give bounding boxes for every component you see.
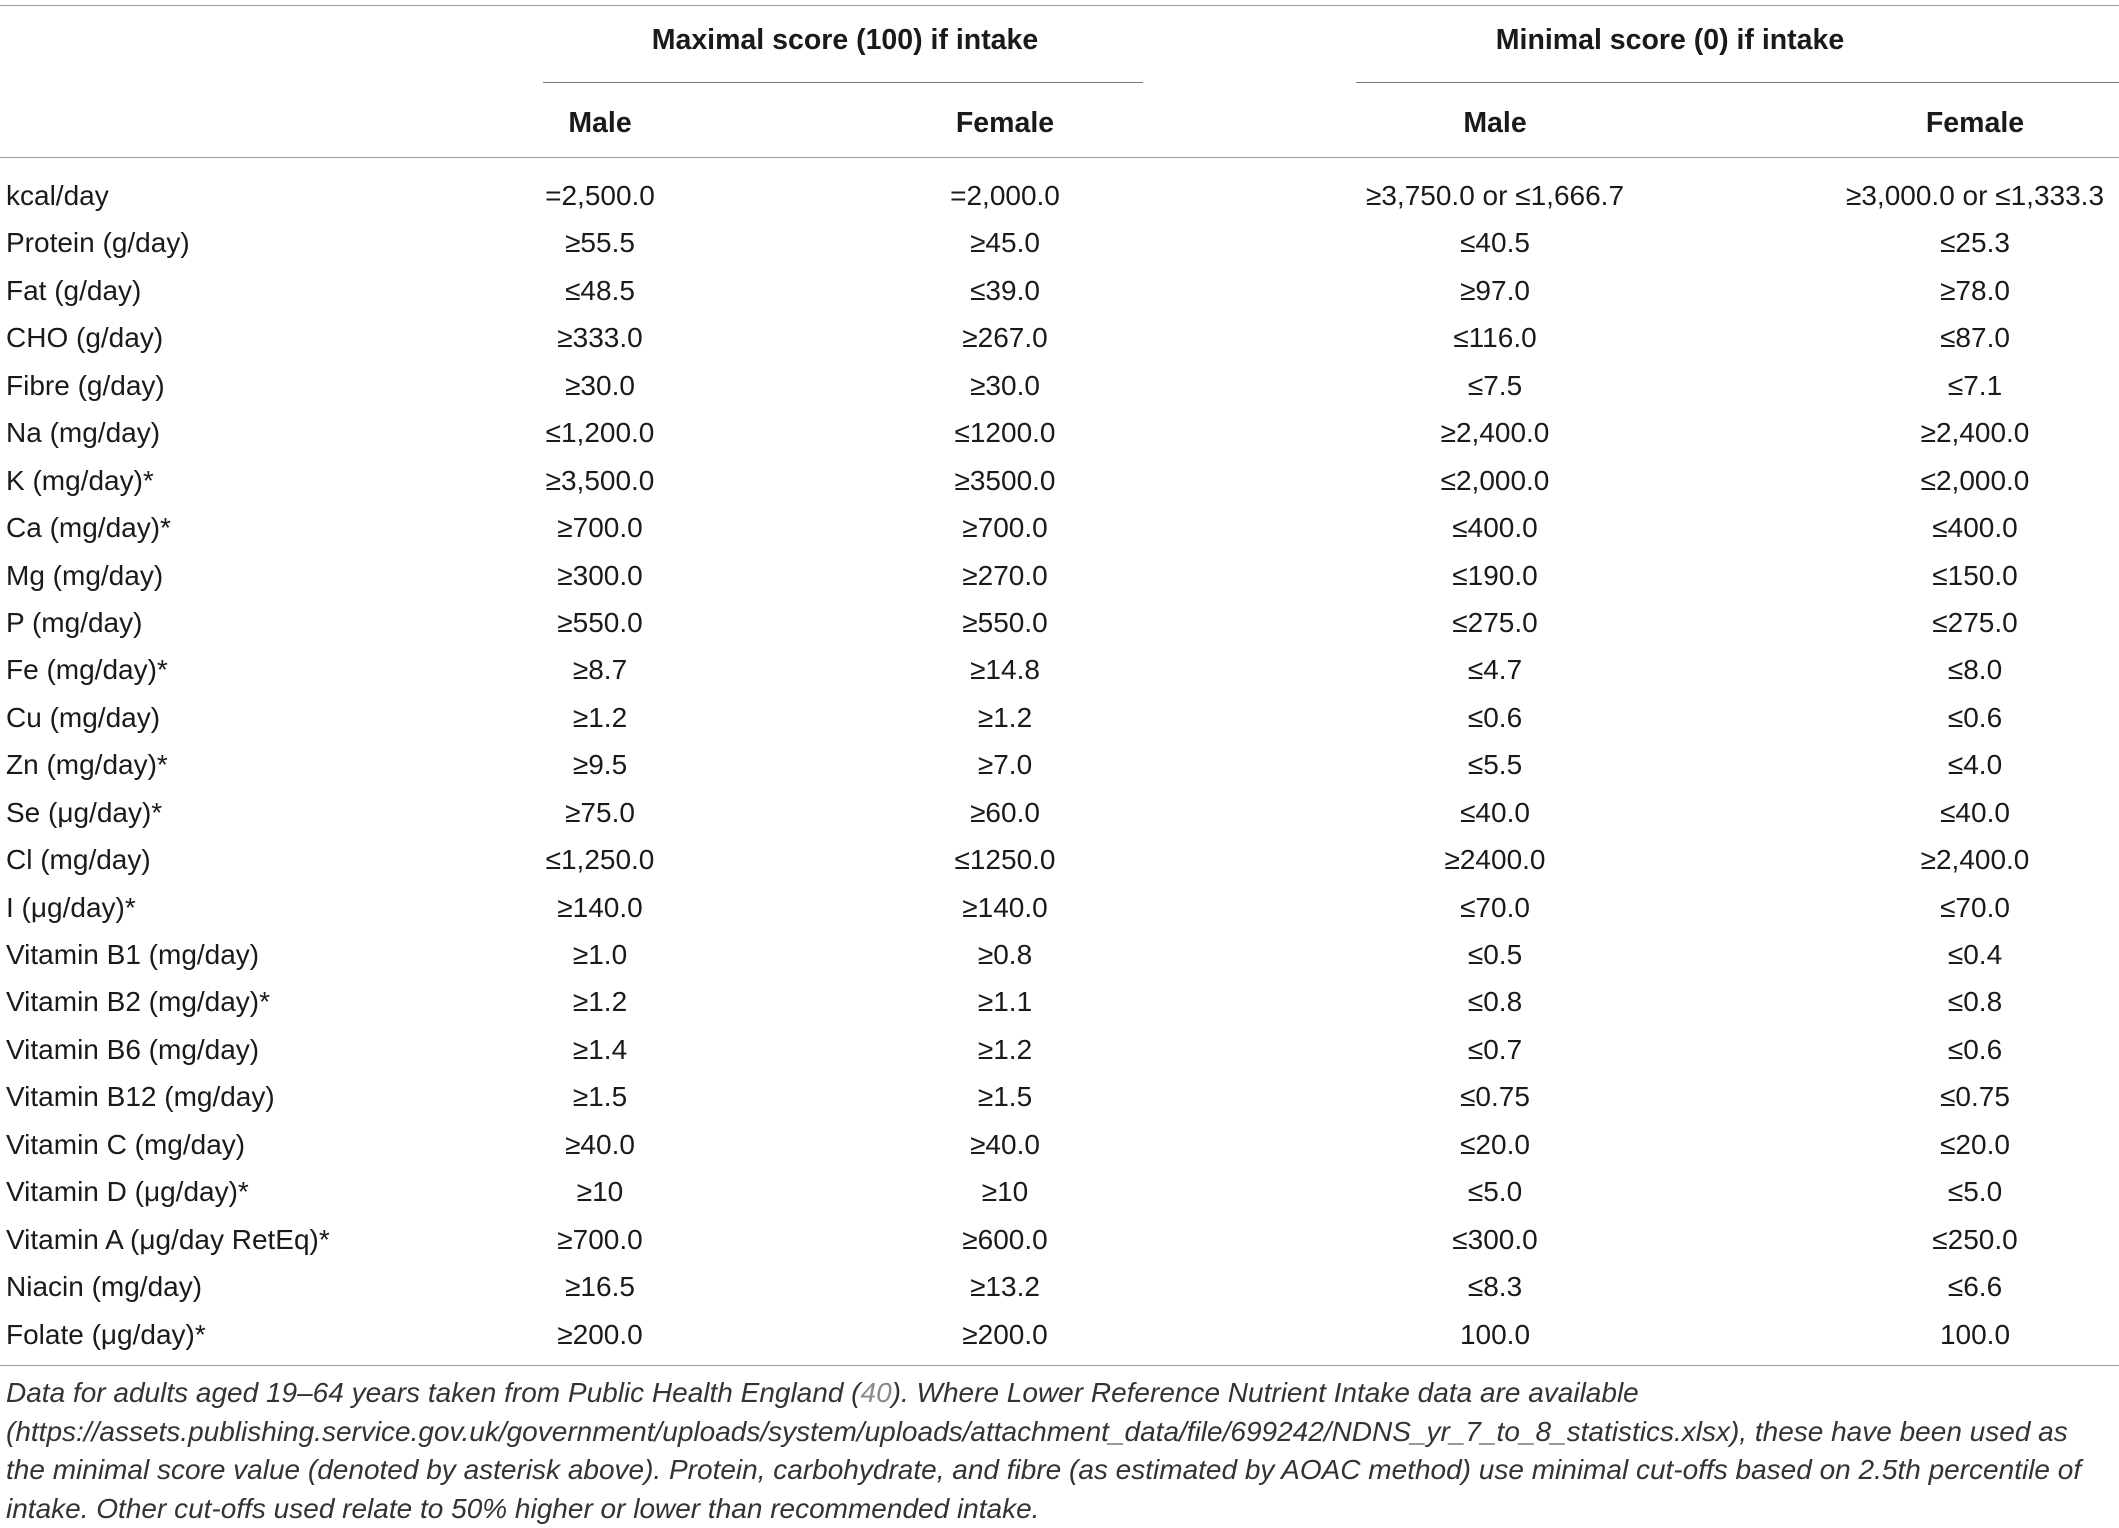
row-label: Protein (g/day): [6, 227, 190, 259]
cell-min-male: ≤0.5: [1467, 939, 1523, 970]
table-row: [0, 1168, 2119, 1215]
cell-min-female: ≤0.6: [1947, 1033, 2003, 1065]
cell-min-female: ≤0.75: [1940, 1081, 2010, 1113]
cell-min-female: ≥3,000.0 or ≤1,333.3: [1845, 180, 2105, 211]
cell-max-female: ≥60.0: [970, 796, 1040, 828]
cell-max-male: ≥550.0: [557, 606, 643, 638]
cell-max-male: ≥10: [576, 1176, 624, 1208]
cell-max-female: ≥270.0: [962, 559, 1048, 591]
cell-max-male: ≥16.5: [565, 1271, 635, 1303]
table-row: [0, 836, 2119, 883]
table-row: [0, 1121, 2119, 1168]
cell-min-female: ≤20.0: [1940, 1128, 2010, 1160]
header-rule: [0, 157, 2119, 158]
cell-min-male: ≤5.0: [1467, 1176, 1523, 1208]
cell-min-male: ≤0.6: [1467, 701, 1523, 733]
cell-max-female: ≥45.0: [970, 227, 1040, 259]
cell-min-female: ≤400.0: [1932, 512, 2018, 544]
cell-max-male: ≥1.4: [572, 1033, 628, 1065]
cell-max-male: ≥1.5: [572, 1081, 628, 1113]
cell-max-female: ≥30.0: [970, 369, 1040, 401]
subheader-min-female: Female: [1925, 107, 2025, 139]
group-header-minimal: Minimal score (0) if intake: [1495, 24, 1845, 56]
table-row: [0, 267, 2119, 314]
cell-min-female: ≤0.4: [1947, 939, 2003, 970]
footnote-reference-link[interactable]: 40: [860, 1377, 892, 1408]
row-label: Zn (mg/day)*: [6, 749, 168, 781]
row-label: Cu (mg/day): [6, 701, 161, 733]
cell-min-female: ≤25.3: [1940, 227, 2010, 259]
row-label: CHO (g/day): [6, 322, 164, 354]
row-label: K (mg/day)*: [6, 464, 154, 496]
table-row: [0, 978, 2119, 1025]
cell-max-female: ≥0.8: [977, 939, 1033, 970]
footnote-text-start: Data for adults aged 19–64 years taken from Public Health England (: [6, 1377, 861, 1408]
cell-max-female: ≥140.0: [962, 891, 1048, 923]
table-row: [0, 172, 2119, 219]
cell-min-female: ≤8.0: [1947, 654, 2003, 686]
cell-max-female: ≥10: [981, 1176, 1029, 1208]
row-label: Vitamin B2 (mg/day)*: [6, 986, 271, 1018]
cell-min-female: ≥2,400.0: [1920, 844, 2030, 876]
cell-min-female: ≤4.0: [1947, 749, 2003, 781]
table-row: [0, 1311, 2119, 1358]
cell-min-female: ≥2,400.0: [1920, 417, 2030, 449]
cell-min-male: ≤40.0: [1460, 796, 1530, 828]
cell-max-male: ≥700.0: [557, 1223, 643, 1255]
row-label: Cl (mg/day): [6, 844, 151, 876]
cell-min-female: ≥78.0: [1940, 274, 2010, 306]
table-row: [0, 504, 2119, 551]
subheader-max-male: Male: [568, 107, 632, 139]
cell-max-male: ≥333.0: [557, 322, 643, 354]
table-row: [0, 789, 2119, 836]
table-row: [0, 1263, 2119, 1310]
table-row: [0, 646, 2119, 693]
cell-max-male: ≤1,250.0: [545, 844, 655, 876]
cell-max-female: ≥7.0: [977, 749, 1033, 781]
table-bottom-rule: [0, 1365, 2119, 1366]
row-label: Fat (g/day): [6, 274, 142, 306]
table-row: [0, 1073, 2119, 1120]
table-row: [0, 362, 2119, 409]
table-row: [0, 884, 2119, 931]
cell-max-male: ≥3,500.0: [545, 464, 655, 496]
cell-min-male: ≥97.0: [1460, 274, 1530, 306]
cell-min-male: ≤0.7: [1467, 1033, 1523, 1065]
cell-min-male: ≤2,000.0: [1440, 464, 1550, 496]
cell-max-male: =2,500.0: [545, 180, 655, 211]
cell-max-female: ≥1.5: [977, 1081, 1033, 1113]
cell-min-male: ≤70.0: [1460, 891, 1530, 923]
cell-max-male: ≥9.5: [572, 749, 628, 781]
cell-max-female: ≤1200.0: [954, 417, 1056, 449]
cell-max-male: ≥8.7: [572, 654, 628, 686]
cell-min-female: 100.0: [1939, 1318, 2011, 1350]
cell-min-female: ≤0.8: [1947, 986, 2003, 1018]
cell-min-female: ≤275.0: [1932, 606, 2018, 638]
cell-max-female: ≥3500.0: [954, 464, 1056, 496]
subheader-min-male: Male: [1463, 107, 1527, 139]
cell-max-female: ≥200.0: [962, 1318, 1048, 1350]
cell-min-male: ≤275.0: [1452, 606, 1538, 638]
cell-max-male: ≥55.5: [565, 227, 635, 259]
cell-min-male: ≤5.5: [1467, 749, 1523, 781]
cell-min-female: ≤2,000.0: [1920, 464, 2030, 496]
cell-max-female: ≥40.0: [970, 1128, 1040, 1160]
cell-min-male: ≤20.0: [1460, 1128, 1530, 1160]
row-label: Fibre (g/day): [6, 369, 165, 401]
cell-min-female: ≤150.0: [1932, 559, 2018, 591]
row-label: Vitamin C (mg/day): [6, 1128, 246, 1160]
cell-max-female: ≥267.0: [962, 322, 1048, 354]
cell-max-female: ≥550.0: [962, 606, 1048, 638]
cell-min-male: ≤0.8: [1467, 986, 1523, 1018]
cell-max-female: ≥1.2: [977, 1033, 1033, 1065]
row-label: Na (mg/day): [6, 417, 161, 449]
row-label: I (μg/day)*: [6, 891, 136, 923]
cell-max-female: ≥14.8: [970, 654, 1040, 686]
cell-max-female: ≥600.0: [962, 1223, 1048, 1255]
cell-min-female: ≤70.0: [1940, 891, 2010, 923]
cell-min-male: ≤116.0: [1453, 322, 1537, 354]
table-row: [0, 314, 2119, 361]
cell-min-male: ≥2400.0: [1444, 844, 1546, 876]
cell-max-male: ≥700.0: [557, 512, 643, 544]
row-label: Vitamin B6 (mg/day): [6, 1033, 260, 1065]
row-label: Fe (mg/day)*: [6, 654, 168, 686]
row-label: Mg (mg/day): [6, 559, 164, 591]
row-label: Vitamin A (μg/day RetEq)*: [6, 1223, 330, 1255]
cell-max-male: ≥40.0: [565, 1128, 635, 1160]
footnote-text-end: ). Where Lower Reference Nutrient Intake data are available (https://assets.publishing.service.gov.uk/government/uploads/system/uploads/attachment_data/file/699242/NDNS_yr_7_to_8_statistics.xlsx), these have been used as the minimal score value (denoted by asterisk above). Protein, carbohydrate, and fibre (as estimated by AOAC method) use minimal cut-offs based on 2.5th percentile of intake. Other cut-offs used relate to 50% higher or lower than recommended intake.: [6, 1377, 2082, 1524]
cell-max-male: ≤1,200.0: [545, 417, 655, 449]
cell-min-male: ≤190.0: [1452, 559, 1538, 591]
subheader-max-female: Female: [955, 107, 1055, 139]
cell-max-female: ≥700.0: [962, 512, 1048, 544]
table-top-rule: [0, 5, 2119, 6]
row-label: Vitamin B1 (mg/day): [6, 939, 260, 970]
cell-min-female: ≤250.0: [1932, 1223, 2018, 1255]
cell-min-male: ≥3,750.0 or ≤1,666.7: [1365, 180, 1625, 211]
cell-max-male: ≥1.0: [572, 939, 628, 970]
table-row: [0, 694, 2119, 741]
cell-max-male: ≥30.0: [565, 369, 635, 401]
cell-min-male: ≤0.75: [1460, 1081, 1530, 1113]
group-header-maximal: Maximal score (100) if intake: [651, 24, 1039, 56]
cell-max-female: ≥1.2: [977, 701, 1033, 733]
table-row: [0, 1216, 2119, 1263]
row-label: P (mg/day): [6, 606, 143, 638]
cell-max-female: ≤1250.0: [954, 844, 1056, 876]
cell-min-male: ≤40.5: [1460, 227, 1530, 259]
table-footnote: [6, 1374, 2111, 1528]
cell-max-male: ≥1.2: [572, 986, 628, 1018]
group-rule-minimal: [1356, 82, 2119, 83]
table-row: [0, 219, 2119, 266]
table-body: [0, 172, 2119, 1358]
table-row: [0, 599, 2119, 646]
cell-max-female: =2,000.0: [950, 180, 1060, 211]
row-label: Vitamin B12 (mg/day): [6, 1081, 275, 1113]
cell-max-male: ≥200.0: [557, 1318, 643, 1350]
table-row: [0, 552, 2119, 599]
cell-min-female: ≤7.1: [1947, 369, 2003, 401]
table-row: [0, 931, 2119, 978]
cell-min-female: ≤87.0: [1940, 322, 2010, 354]
cell-min-male: 100.0: [1459, 1318, 1531, 1350]
cell-min-male: ≥2,400.0: [1440, 417, 1550, 449]
row-label: Folate (μg/day)*: [6, 1318, 206, 1350]
row-label: kcal/day: [6, 180, 109, 211]
cell-max-male: ≥300.0: [557, 559, 643, 591]
cell-max-male: ≥140.0: [557, 891, 643, 923]
cell-max-male: ≥75.0: [565, 796, 635, 828]
cell-max-female: ≤39.0: [970, 274, 1040, 306]
cell-min-female: ≤5.0: [1947, 1176, 2003, 1208]
cell-min-female: ≤40.0: [1940, 796, 2010, 828]
table-row: [0, 1026, 2119, 1073]
cell-max-female: ≥1.1: [977, 986, 1033, 1018]
cell-min-female: ≤0.6: [1947, 701, 2003, 733]
cell-max-female: ≥13.2: [970, 1271, 1040, 1303]
cell-max-male: ≥1.2: [572, 701, 628, 733]
table-row: [0, 409, 2119, 456]
cell-min-female: ≤6.6: [1947, 1271, 2003, 1303]
row-label: Ca (mg/day)*: [6, 512, 171, 544]
cell-min-male: ≤8.3: [1467, 1271, 1523, 1303]
cell-min-male: ≤400.0: [1452, 512, 1538, 544]
row-label: Vitamin D (μg/day)*: [6, 1176, 249, 1208]
cell-min-male: ≤300.0: [1452, 1223, 1538, 1255]
cell-max-male: ≤48.5: [565, 274, 635, 306]
group-rule-maximal: [543, 82, 1143, 83]
cell-min-male: ≤4.7: [1467, 654, 1523, 686]
cell-min-male: ≤7.5: [1467, 369, 1523, 401]
row-label: Niacin (mg/day): [6, 1271, 203, 1303]
table-row: [0, 457, 2119, 504]
row-label: Se (μg/day)*: [6, 796, 163, 828]
table-row: [0, 741, 2119, 788]
